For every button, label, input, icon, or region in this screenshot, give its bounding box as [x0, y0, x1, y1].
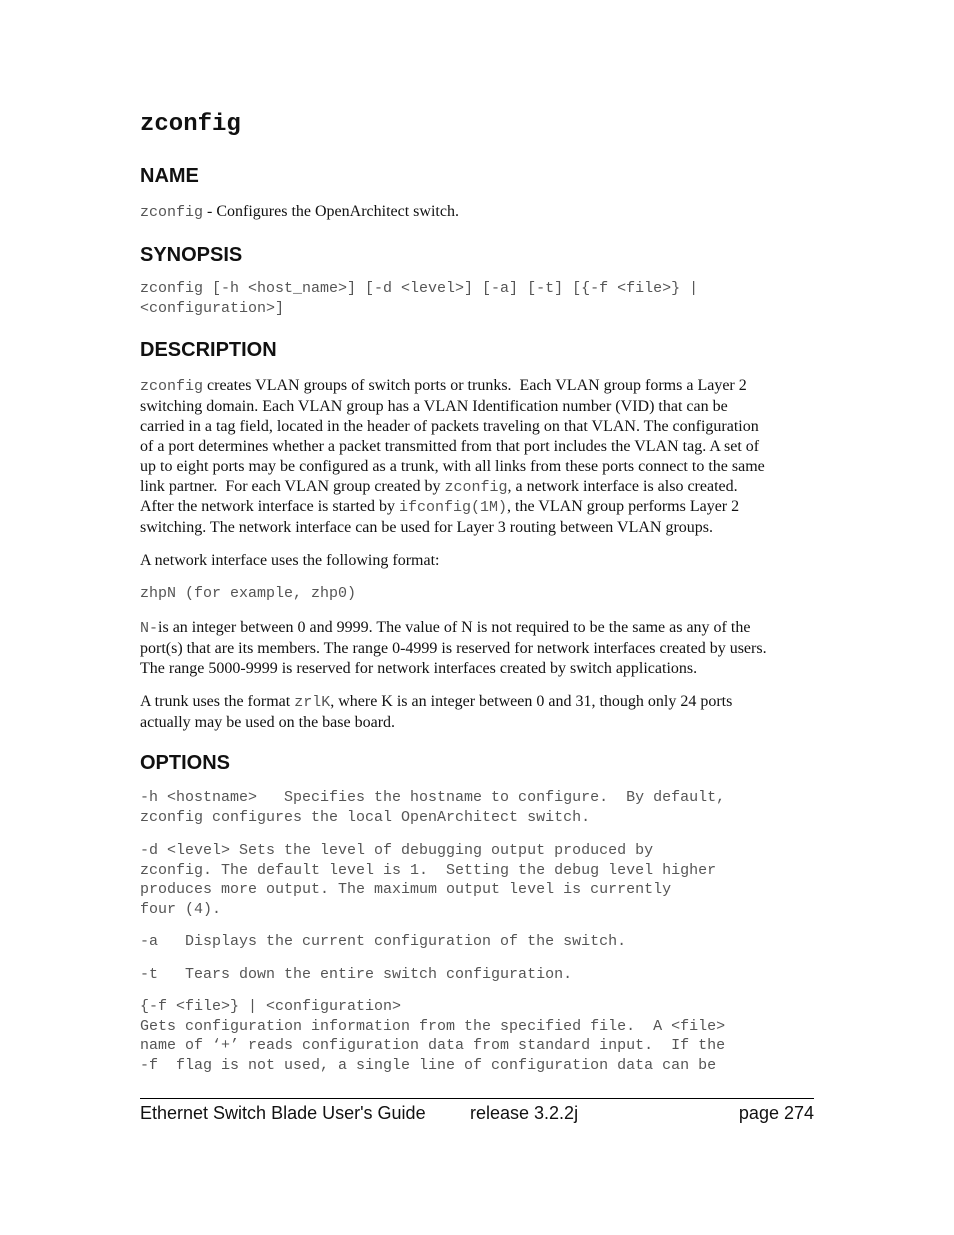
options-heading: OPTIONS: [140, 752, 231, 774]
synopsis-text: [140, 279, 816, 318]
option-line: four (4).: [140, 900, 222, 918]
text-line: carried in a tag field, located in the header of packets traveling on that VLAN. The configuration: [140, 417, 759, 435]
option-line: produces more output. The maximum output level is currently: [140, 881, 672, 899]
text-fragment: is an integer between 0 and 9999. The value of N is not required to be the same as any of the: [158, 619, 751, 636]
inline-code: zrlK: [294, 694, 331, 711]
text-line: [140, 477, 816, 498]
description-paragraph-1: [140, 376, 816, 538]
option-d: [140, 841, 816, 919]
text-line: switching domain. Each VLAN group has a VLAN Identification number (VID) that can be: [140, 397, 728, 415]
text-fragment: link partner. For each VLAN group created by: [140, 477, 445, 495]
option-f: [140, 997, 816, 1075]
footer-release: release 3.2.2j: [470, 1103, 579, 1123]
text-line: port(s) that are its members. The range 0-4999 is reserved for network interfaces created by users.: [140, 639, 767, 657]
name-text: - Configures the OpenArchitect switch.: [203, 203, 459, 220]
option-line: {-f <file>} | <configuration>: [140, 998, 402, 1015]
text-fragment: A trunk uses the format: [140, 693, 295, 710]
option-line: -d <level> Sets the level of debugging output produced by: [140, 842, 654, 859]
synopsis-line: <configuration>]: [140, 299, 285, 317]
text-line: [140, 692, 816, 713]
text-line: of a port determines whether a packet transmitted from that port includes the VLAN tag. A set of: [140, 437, 760, 455]
text-line: actually may be used on the base board.: [140, 713, 396, 731]
text-line: [140, 376, 816, 397]
text-line: [140, 497, 816, 518]
format-example: zhpN (for example, zhp0): [140, 585, 357, 602]
option-line: Gets configuration information from the specified file. A <file>: [140, 1017, 726, 1035]
inline-code: N-: [140, 620, 159, 637]
description-paragraph-3: [140, 618, 816, 679]
name-command: zconfig: [140, 204, 204, 221]
option-line: name of ‘+’ reads configuration data from standard input. If the: [140, 1037, 726, 1055]
text-line: up to eight ports may be configured as a trunk, with all links from these ports connect to the same: [140, 457, 765, 475]
synopsis-line: zconfig [-h <host_name>] [-d <level>] [-a] [-t] [{-f <file>} |: [140, 280, 699, 297]
synopsis-heading: SYNOPSIS: [140, 244, 243, 266]
description-heading: DESCRIPTION: [140, 339, 277, 361]
footer-guide-title: Ethernet Switch Blade User's Guide: [140, 1103, 426, 1123]
option-line: zconfig. The default level is 1. Setting the debug level higher: [140, 861, 717, 879]
footer-page-number: page 274: [738, 1103, 814, 1123]
name-section: [140, 202, 816, 223]
option-line: -f flag is not used, a single line of configuration data can be: [140, 1056, 717, 1074]
description-paragraph-2: A network interface uses the following format:: [140, 552, 440, 569]
page-title: zconfig: [140, 111, 241, 138]
text-line: [140, 618, 816, 639]
option-line: zconfig configures the local OpenArchitect switch.: [140, 808, 591, 826]
description-paragraph-4: [140, 692, 816, 733]
inline-command: ifconfig(1M): [399, 499, 508, 517]
inline-command: zconfig: [444, 478, 508, 496]
name-heading: NAME: [140, 165, 199, 187]
page-footer: [140, 1098, 814, 1123]
inline-command: zconfig: [140, 378, 204, 395]
text-fragment: , the VLAN group performs Layer 2: [507, 498, 740, 516]
option-h: [140, 788, 816, 827]
text-line: switching. The network interface can be used for Layer 3 routing between VLAN groups.: [140, 518, 714, 536]
option-line: -h <hostname> Specifies the hostname to configure. By default,: [140, 789, 726, 806]
text-fragment: , a network interface is also created.: [507, 477, 738, 495]
option-t: -t Tears down the entire switch configuration.: [140, 966, 573, 983]
text-fragment: , where K is an integer between 0 and 31, though only 24 ports: [330, 693, 733, 710]
text-fragment: creates VLAN groups of switch ports or trunks. Each VLAN group forms a Layer 2: [203, 377, 747, 394]
text-line: The range 5000-9999 is reserved for network interfaces created by switch applications.: [140, 659, 698, 677]
text-fragment: After the network interface is started by: [140, 498, 400, 516]
option-a: -a Displays the current configuration of the switch.: [140, 933, 627, 950]
